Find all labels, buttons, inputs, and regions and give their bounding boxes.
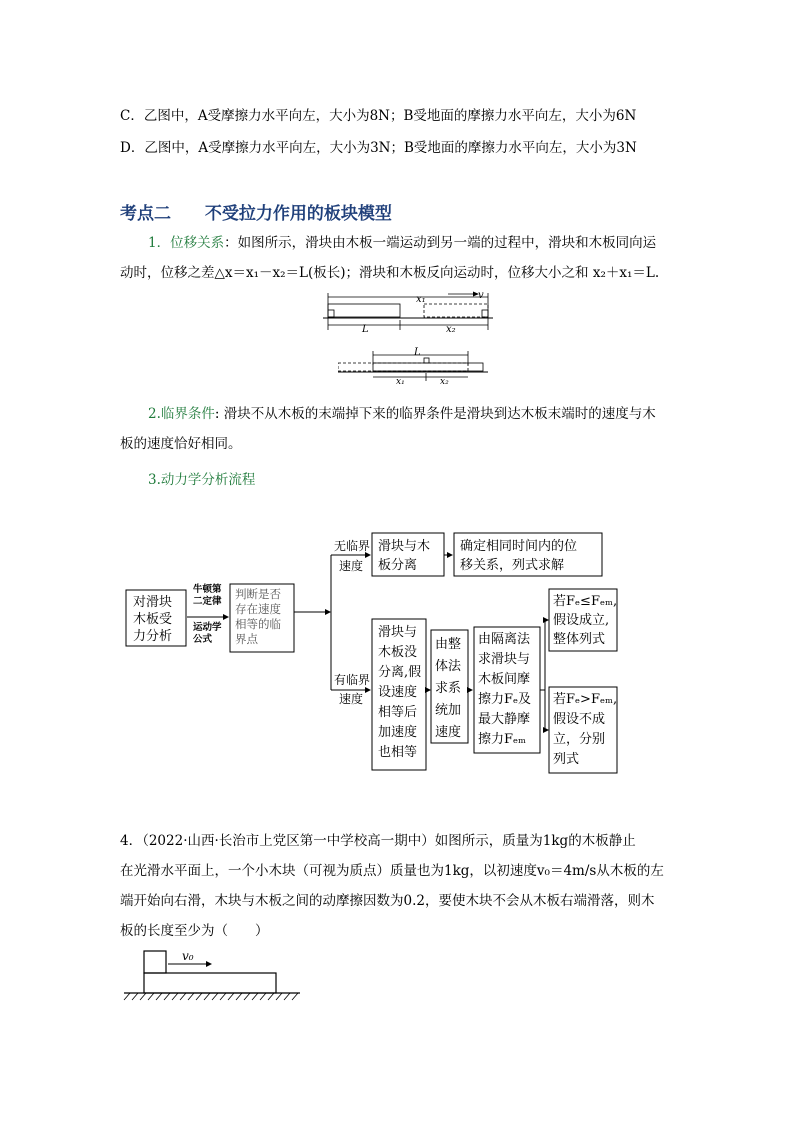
point2-text2: 板的速度恰好相同。 xyxy=(120,436,242,452)
no-critical-1: 无临界 xyxy=(334,539,371,553)
L-label: L xyxy=(362,324,369,335)
isolate-text-5: 最大静摩 xyxy=(478,712,531,727)
ground-hatching xyxy=(124,993,298,1000)
case2-text-3: 立，分别 xyxy=(553,732,606,747)
isolate-text-6: 擦力Fₑₘ xyxy=(478,732,527,747)
q4-line3: 端开始向右滑，木块与木板之间的动摩擦因数为0.2，要使木块不会从木板右端滑落，则木 xyxy=(120,893,655,909)
x1-label: x₁ xyxy=(416,294,426,305)
judge-text-4: 界点 xyxy=(235,632,258,646)
has-critical-2: 速度 xyxy=(339,692,364,706)
assume-text-2: 木板没 xyxy=(378,645,418,660)
isolate-text-4: 擦力Fₑ及 xyxy=(478,692,532,707)
small-block xyxy=(144,951,166,973)
case1-text-2: 假设成立, xyxy=(553,613,610,628)
point2-text1: : 滑块不从木板的末端掉下来的临界条件是滑块到达木板末端时的速度与木 xyxy=(214,406,656,422)
separate-text-1: 滑块与木 xyxy=(378,539,431,554)
arrow-top-2: 二定律 xyxy=(193,596,222,607)
q4-line2: 在光滑水平面上，一个小木块（可视为质点）质量也为1kg，以初速度v₀＝4m/s从木板的左 xyxy=(120,863,664,879)
point3-label: 3.动力学分析流程 xyxy=(148,472,256,488)
arrow-bottom-1: 运动学 xyxy=(193,622,222,633)
case2-text-2: 假设不成 xyxy=(553,712,606,727)
case2-text-1: 若Fₑ>Fₑₘ, xyxy=(553,692,618,707)
section-number: 考点二 xyxy=(120,204,171,224)
no-critical-2: 速度 xyxy=(339,559,364,573)
option-c: C．乙图中，A受摩擦力水平向左，大小为8N；B受地面的摩擦力水平向左，大小为6N xyxy=(120,108,637,124)
point1-text2: 动时，位移之差△x＝x₁－x₂＝L(板长)；滑块和木板反向运动时，位移大小之和 x₂＋x₁＝L. xyxy=(120,265,660,281)
isolate-text-1: 由隔离法 xyxy=(478,632,531,647)
isolate-text-2: 求滑块与 xyxy=(478,652,531,667)
v0-label: v₀ xyxy=(182,949,194,963)
has-critical-1: 有临界 xyxy=(334,673,371,687)
whole-text-2: 体法 xyxy=(435,659,462,674)
v-label: v xyxy=(478,290,484,301)
point2-label: 2.临界条件 xyxy=(148,406,215,422)
determine-text-2: 移关系，列式求解 xyxy=(460,558,565,573)
whole-text-5: 速度 xyxy=(435,725,462,740)
assume-text-1: 滑块与 xyxy=(378,625,418,640)
separate-text-2: 板分离 xyxy=(378,558,418,573)
case2-text-4: 列式 xyxy=(553,752,580,767)
assume-text-4: 设速度 xyxy=(378,685,418,700)
assume-text-5: 相等后 xyxy=(378,705,418,720)
start-text-2: 木板受 xyxy=(133,612,173,627)
arrow-bottom-2: 公式 xyxy=(193,634,213,645)
q4-line1: 4．（2022·山西·长治市上党区第一中学校高一期中）如图所示，质量为1kg的木板静止 xyxy=(120,833,636,849)
fig2-x1-label: x₁ xyxy=(396,377,405,385)
assume-text-3: 分离,假 xyxy=(378,665,422,680)
section-title: 不受拉力作用的板块模型 xyxy=(204,204,392,224)
start-text-3: 力分析 xyxy=(133,629,173,644)
point1-label: 1．位移关系 xyxy=(148,235,225,251)
isolate-text-3: 木板间摩 xyxy=(478,672,531,687)
block-on-board-figure xyxy=(120,945,305,1005)
fig2-x2-label: x₂ xyxy=(440,377,449,385)
judge-text-2: 存在速度 xyxy=(235,602,281,616)
point1-text1: ：如图所示，滑块由木板一端运动到另一端的过程中，滑块和木板同向运 xyxy=(224,235,657,251)
x2-label: x₂ xyxy=(446,324,456,335)
assume-text-7: 也相等 xyxy=(378,745,418,760)
whole-text-3: 求系 xyxy=(435,681,462,696)
option-d: D．乙图中，A受摩擦力水平向左，大小为3N；B受地面的摩擦力水平向左，大小为3N xyxy=(120,140,637,156)
whole-text-4: 统加 xyxy=(435,703,462,718)
case1-text-3: 整体列式 xyxy=(553,632,606,647)
board xyxy=(144,973,276,993)
whole-text-1: 由整 xyxy=(435,637,462,652)
assume-text-6: 加速度 xyxy=(378,725,418,740)
question4 xyxy=(120,826,680,946)
arrow-top-1: 牛顿第 xyxy=(193,584,222,595)
fig2-L-label: L xyxy=(414,347,421,358)
q4-line4: 板的长度至少为（ ） xyxy=(120,923,269,939)
judge-text-1: 判断是否 xyxy=(235,587,281,601)
judge-text-3: 相等的临 xyxy=(235,617,281,631)
start-text-1: 对滑块 xyxy=(133,595,173,610)
case1-text-1: 若Fₑ≤Fₑₘ, xyxy=(553,594,618,609)
determine-text-1: 确定相同时间内的位 xyxy=(460,539,578,554)
